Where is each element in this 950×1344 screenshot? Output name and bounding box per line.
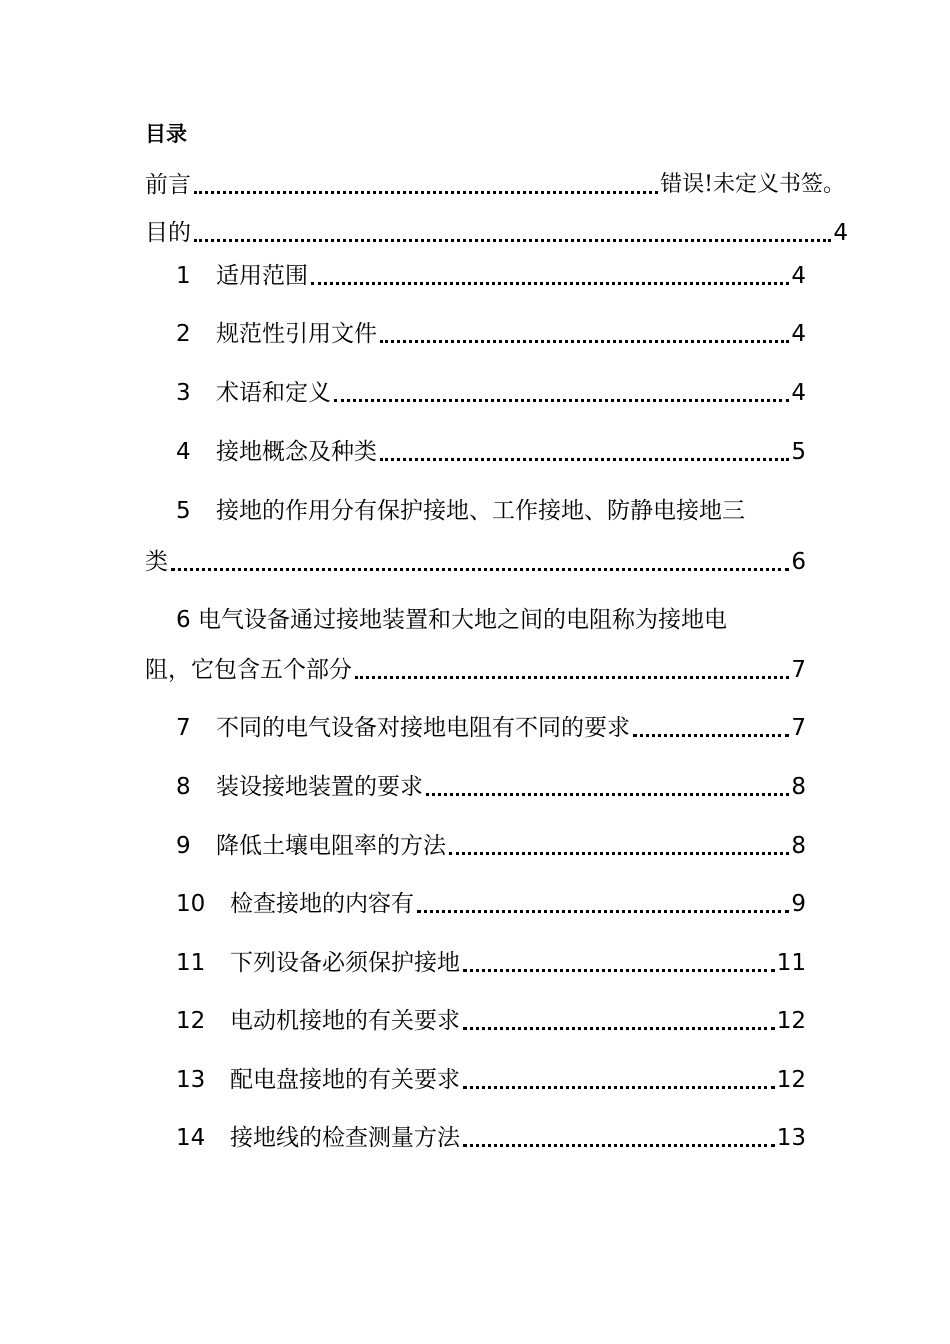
toc-entry-number: 13 [176,1067,206,1093]
toc-entry-label: 接地的作用分有保护接地、工作接地、防静电接地三 [216,498,745,524]
toc-entry-6-line1[interactable] [176,603,727,637]
toc-entry-page: 5 [791,439,806,465]
toc-entry-page: 7 [791,657,806,683]
toc-entry-number: 5 [176,498,191,524]
toc-title: 目录 [145,122,187,146]
toc-leader-dots [355,676,789,679]
toc-entry-label: 目的 [145,220,191,246]
toc-entry-11[interactable] [176,946,806,980]
toc-entry-page: 8 [791,774,806,800]
toc-entry-page: 11 [776,950,806,976]
toc-entry-number: 10 [176,891,206,917]
toc-entry-number: 8 [176,774,191,800]
toc-entry-page: 7 [791,715,806,741]
toc-entry-4[interactable] [176,435,806,469]
toc-entry-5-line1[interactable] [176,494,745,528]
toc-leader-dots [194,191,658,194]
toc-entry-number: 14 [176,1125,206,1151]
toc-leader-dots [334,399,789,402]
toc-entry-1[interactable] [176,259,806,293]
toc-leader-dots [194,239,831,242]
toc-entry-label: 规范性引用文件 [216,321,377,347]
toc-entry-page: 4 [791,380,806,406]
toc-entry-2[interactable] [176,317,806,351]
toc-entry-page: 12 [776,1067,806,1093]
toc-entry-label: 接地线的检查测量方法 [230,1125,460,1151]
toc-leader-dots [449,852,789,855]
toc-leader-dots [171,568,789,571]
toc-entry-number: 11 [176,950,206,976]
toc-entry-label: 装设接地装置的要求 [216,774,423,800]
toc-entry-label: 适用范围 [216,263,308,289]
toc-entry-page: 4 [833,220,848,246]
toc-entry-page: 4 [791,263,806,289]
toc-entry-page: 6 [791,549,806,575]
toc-entry-label: 下列设备必须保护接地 [230,950,460,976]
toc-entry-label: 类 [145,549,168,575]
toc-entry-number: 12 [176,1008,206,1034]
toc-entry-label: 电气设备通过接地装置和大地之间的电阻称为接地电 [197,607,727,633]
toc-entry-12[interactable] [176,1004,806,1038]
toc-entry-label: 电动机接地的有关要求 [230,1008,460,1034]
toc-entry-13[interactable] [176,1063,806,1097]
toc-entry-preface[interactable] [145,168,845,202]
toc-leader-dots [463,1144,775,1147]
toc-entry-label: 前言 [145,172,191,198]
toc-entry-number: 9 [176,833,191,859]
toc-leader-dots [463,969,775,972]
toc-leader-dots [633,734,789,737]
toc-entry-page: 13 [776,1125,806,1151]
toc-entry-7[interactable] [176,711,806,745]
toc-entry-label: 检查接地的内容有 [230,891,414,917]
toc-entry-page: 4 [791,321,806,347]
toc-entry-number: 2 [176,321,191,347]
toc-leader-dots [380,340,789,343]
toc-leader-dots [463,1027,775,1030]
toc-entry-number: 1 [176,263,191,289]
toc-entry-number: 6 [176,607,191,633]
toc-entry-label: 不同的电气设备对接地电阻有不同的要求 [216,715,630,741]
toc-entry-page: 9 [791,891,806,917]
toc-leader-dots [417,910,789,913]
toc-entry-14[interactable] [176,1121,806,1155]
toc-entry-6-line2[interactable] [145,653,806,687]
toc-leader-dots [311,282,789,285]
toc-entry-3[interactable] [176,376,806,410]
toc-entry-label: 降低土壤电阻率的方法 [216,833,446,859]
toc-entry-label: 阻，它包含五个部分 [145,657,352,683]
toc-entry-page: 8 [791,833,806,859]
toc-entry-purpose[interactable] [145,216,848,250]
toc-entry-label: 接地概念及种类 [216,439,377,465]
toc-entry-10[interactable] [176,887,806,921]
toc-entry-9[interactable] [176,829,806,863]
toc-leader-dots [426,793,789,796]
toc-entry-label: 术语和定义 [216,380,331,406]
toc-leader-dots [463,1086,775,1089]
toc-entry-5-line2[interactable] [145,545,806,579]
toc-entry-page: 12 [776,1008,806,1034]
toc-entry-number: 4 [176,439,191,465]
toc-entry-8[interactable] [176,770,806,804]
toc-entry-number: 7 [176,715,191,741]
toc-entry-label: 配电盘接地的有关要求 [230,1067,460,1093]
toc-leader-dots [380,458,789,461]
toc-entry-number: 3 [176,380,191,406]
toc-entry-page: 错误!未定义书签。 [660,172,845,197]
